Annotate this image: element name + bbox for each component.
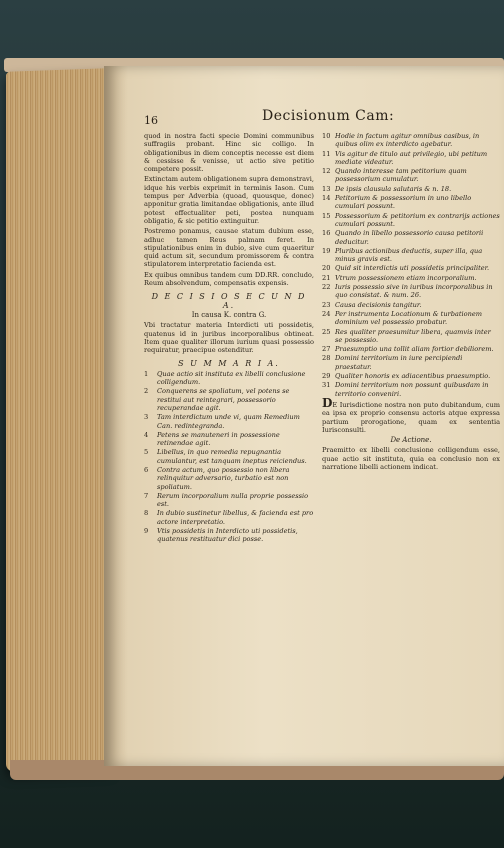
decision-heading: D E C I S I O S E C U N D A. bbox=[151, 292, 307, 310]
summary-item-number: 23 bbox=[322, 300, 331, 309]
summary-item-text: Petitorium & possessorium in uno libello cumulari possunt. bbox=[335, 194, 472, 211]
summary-item bbox=[322, 381, 500, 398]
body-paragraph bbox=[322, 395, 500, 434]
summary-item-text: De ipsis clausula salutaris & n. 18. bbox=[335, 184, 452, 193]
summary-item-text: Contra actum, quo possessio non libera relinquitur adversario, turbatio est non spoliatum. bbox=[157, 465, 290, 491]
summary-item bbox=[322, 372, 500, 380]
summary-item bbox=[322, 264, 500, 272]
body-paragraph: Praemitto ex libelli conclusione colligendum esse, quae actio sit instituta, quia ea conclusio non ex narratione libelli actionem indicat. bbox=[322, 446, 500, 471]
summary-item-number: 22 bbox=[322, 283, 331, 292]
summary-item bbox=[144, 387, 314, 412]
summary-item-number: 14 bbox=[322, 194, 331, 203]
summary-item bbox=[322, 301, 500, 309]
summary-item bbox=[144, 527, 314, 544]
summary-list-right bbox=[322, 132, 500, 398]
summary-item bbox=[322, 247, 500, 264]
summary-item-number: 11 bbox=[322, 149, 331, 158]
summary-item-text: Iuris possessio sive in iuribus incorporalibus in quo consistat. & num. 26. bbox=[335, 283, 493, 300]
summary-item-text: Possessorium & petitorium ex contrarijs actiones cumulari possunt. bbox=[335, 211, 500, 228]
summary-item-number: 13 bbox=[322, 184, 331, 193]
summary-item-text: In dubio sustinetur libellus, & facienda est pro actore interpretatio. bbox=[157, 509, 314, 526]
summary-item-text: Vtrum possessionem etiam incorporalium. bbox=[335, 273, 477, 282]
summary-item bbox=[144, 370, 314, 387]
summary-item-number: 31 bbox=[322, 381, 331, 390]
summary-item-number: 15 bbox=[322, 211, 331, 220]
drop-cap: D bbox=[322, 395, 333, 410]
summary-item-text: Domini territorium non possunt quibusdam in territorio conveniri. bbox=[335, 381, 489, 398]
summary-item-number: 2 bbox=[144, 387, 149, 396]
summary-item bbox=[322, 194, 500, 211]
paragraph: Postremo ponamus, causae statum dubium esse, adhuc tamen Reus palmam feret. In stipulationibus enim in dubio, sive cum quaeritur quid actum sit, secundum promissorem & contra stipulatorem interpretatio facienda est. bbox=[144, 227, 314, 269]
summary-item bbox=[322, 345, 500, 353]
paragraph: Ex quibus omnibus tandem cum DD.RR. concludo, Reum absolvendum, compensatis expensis. bbox=[144, 270, 314, 288]
summary-item-number: 6 bbox=[144, 465, 149, 474]
body-text: E Iurisdictione nostra non puto dubitandum, cum ea ipsa ex proprio consensu actoris atque expressa partium prorogatione, quam ex sententia Iurisconsulti. bbox=[322, 400, 500, 434]
summary-item-text: Petens se manuteneri in possessione retinendae agit. bbox=[157, 430, 280, 448]
summary-item-number: 9 bbox=[144, 527, 149, 536]
summary-item bbox=[322, 229, 500, 246]
summary-item-text: Rerum incorporalium nulla proprie possessio est. bbox=[157, 491, 309, 509]
page-number: 16 bbox=[144, 114, 158, 127]
summary-item-text: Vis agitur de titulo aut privilegio, ubi petitum mediate videatur. bbox=[335, 149, 488, 166]
decision-subheading: In causa K. contra G. bbox=[191, 310, 267, 319]
summary-item-text: Qualiter honoris ex adiacentibus praesumptio. bbox=[335, 372, 491, 381]
book-page-edges bbox=[6, 68, 110, 772]
summary-item-text: Vtis possidetis in Interdicto uti possidetis, quatenus restituatur dici posse. bbox=[157, 527, 298, 544]
summary-item-text: Pluribus actionibus deductis, super illa, qua minus gravis est. bbox=[335, 246, 483, 264]
summary-item-text: Quando interesse tam petitorium quam possessorium cumulatur. bbox=[335, 167, 467, 184]
left-column bbox=[144, 132, 314, 545]
summary-item bbox=[144, 448, 314, 465]
summary-item bbox=[144, 509, 314, 526]
summary-item bbox=[322, 310, 500, 327]
summary-item bbox=[322, 150, 500, 167]
summary-item bbox=[144, 466, 314, 491]
summary-item-number: 1 bbox=[144, 369, 149, 378]
summary-item-text: Praesumptio una tollit aliam fortior debiliorem. bbox=[335, 345, 494, 354]
section-heading: De Actione. bbox=[390, 436, 432, 445]
running-head: Decisionum Cam: bbox=[262, 108, 395, 124]
summary-item bbox=[144, 492, 314, 509]
book-page bbox=[104, 66, 504, 766]
right-column bbox=[322, 132, 500, 473]
summary-item-text: Causa decisionis tangitur. bbox=[335, 300, 422, 309]
summary-item-number: 5 bbox=[144, 448, 149, 457]
summary-item-number: 3 bbox=[144, 413, 149, 422]
summary-item-text: Tam interdictum unde vi, quam Remedium Can. redintegranda. bbox=[157, 413, 300, 430]
summary-item-text: Per instrumenta Locationum & turbationem dominium vel possessio probatur. bbox=[335, 309, 482, 327]
summary-item bbox=[322, 132, 500, 149]
summary-item-number: 27 bbox=[322, 345, 331, 354]
summary-item-number: 29 bbox=[322, 372, 331, 381]
summary-item-text: Libellus, in quo remedia repugnantia cumulantur, est tanquam ineptus reiciendus. bbox=[157, 448, 307, 465]
summary-item-number: 7 bbox=[144, 491, 149, 500]
summary-item-text: Conquerens se spoliatum, vel potens se restitui aut reintegrari, possessorio recuperandae agit. bbox=[157, 387, 290, 412]
summary-item bbox=[322, 328, 500, 345]
summary-item-number: 25 bbox=[322, 327, 331, 336]
summary-item-number: 10 bbox=[322, 132, 331, 140]
summary-item-number: 4 bbox=[144, 430, 149, 439]
summary-item bbox=[322, 274, 500, 282]
summary-item bbox=[144, 413, 314, 430]
summary-item bbox=[144, 431, 314, 448]
summary-item bbox=[322, 167, 500, 184]
summary-item-number: 21 bbox=[322, 273, 331, 282]
summary-item-text: Domini territorium in iure percipiendi praestatur. bbox=[335, 354, 463, 371]
paragraph: Extinctam autem obligationem supra demonstravi, idque his verbis exprimit in terminis Iason. Cum tempus per Adverbia (quoad, quousque, donec) apponitur gratia limitandae obligationis, ante illud potest effectualiter peti, postea nunquam obligatio, & sic petitio extinguitur. bbox=[144, 175, 314, 225]
summary-item bbox=[322, 283, 500, 300]
decision-intro: Vbi tractatur materia Interdicti uti possidetis, quatenus id in juribus incorporalibus obtineat. Item quae qualiter illorum iurium quasi possessio requiratur, praecipue ostenditur. bbox=[144, 321, 314, 355]
summary-item-number: 8 bbox=[144, 509, 149, 518]
summary-item-number: 20 bbox=[322, 264, 331, 273]
summary-item bbox=[322, 354, 500, 371]
paragraph: quod in nostra facti specie Domini communibus suffragiis probant. Hinc sic colligo. In obligationibus in diem conceptis necesse est diem & cessisse & venisse, ut actio sive petitio competere possit. bbox=[144, 132, 314, 174]
summary-item-text: Quae actio sit instituta ex libelli conclusione colligendum. bbox=[157, 369, 306, 387]
summary-item-text: Quid sit interdictis uti possidetis principaliter. bbox=[335, 264, 490, 273]
summary-item-number: 24 bbox=[322, 309, 331, 318]
summary-item-text: Quando in libello possessorio causa petitorii deducitur. bbox=[335, 229, 484, 246]
summary-item-number: 19 bbox=[322, 246, 331, 255]
summary-item-text: Hodie in factum agitur omnibus casibus, in quibus olim ex interdicto agebatur. bbox=[335, 132, 480, 149]
summary-item-number: 28 bbox=[322, 354, 331, 363]
summary-heading: S U M M A R I A. bbox=[178, 359, 280, 369]
summary-item-number: 16 bbox=[322, 229, 331, 238]
summary-item bbox=[322, 212, 500, 229]
summary-item bbox=[322, 185, 500, 193]
summary-item-number: 12 bbox=[322, 167, 331, 176]
summary-list-left bbox=[144, 370, 314, 544]
summary-item-text: Res qualiter praesumitur libera, quamvis inter se possessio. bbox=[335, 327, 491, 344]
